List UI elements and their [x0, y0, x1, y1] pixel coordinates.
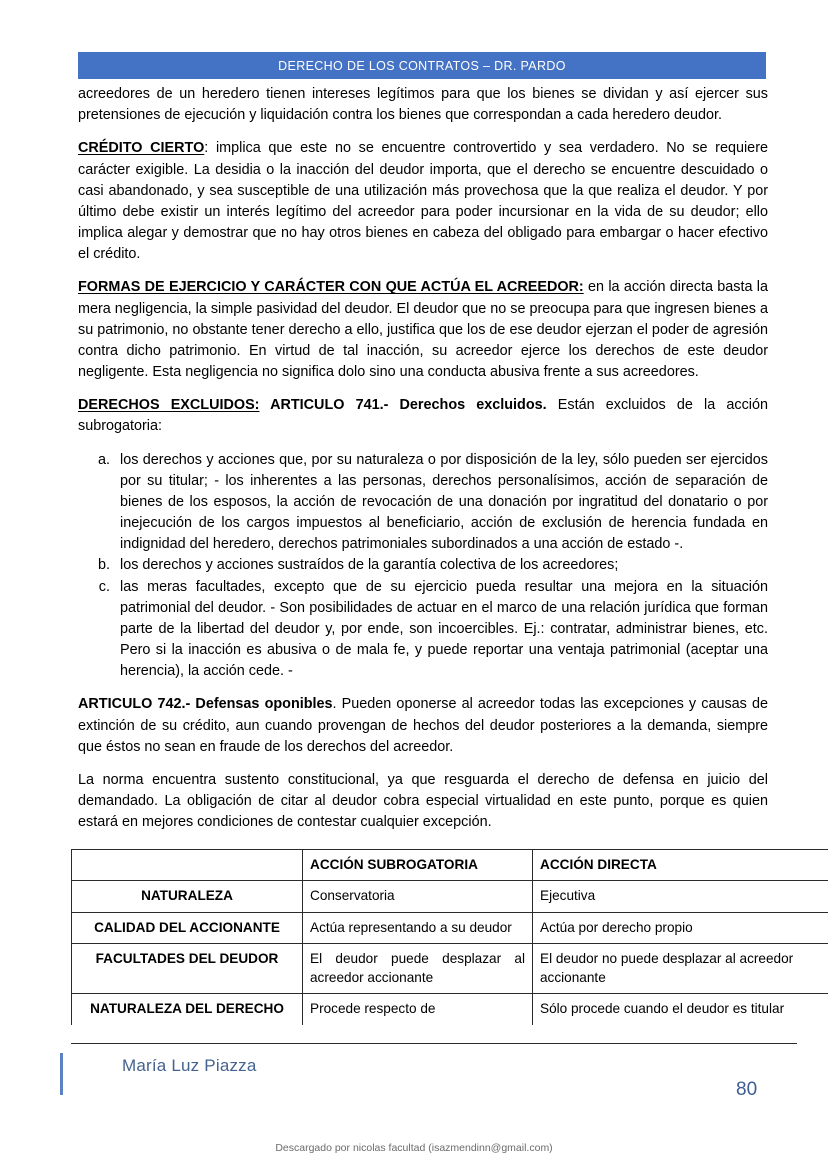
text-derechos-excluidos: Están excluidos de la acción subrogatoria: [78, 397, 769, 435]
download-watermark: Descargado por nicolas facultad (isazmendinn@gmail.com) [275, 1142, 553, 1154]
article-741-label: ARTICULO 741.- Derechos excluidos. [259, 397, 547, 414]
row-label-naturaleza-derecho: NATURALEZA DEL DERECHO [72, 994, 303, 1025]
excluded-rights-list [78, 450, 768, 683]
footer-accent-bar [60, 1053, 63, 1095]
paragraph-derechos-excluidos [78, 395, 768, 437]
table-bottom-edge [71, 1043, 797, 1044]
cell-facultades-directa: El deudor no puede desplazar al acreedor accionante [533, 943, 828, 994]
table-corner-cell [72, 850, 303, 881]
page-number: 80 [736, 1079, 758, 1100]
cell-facultades-subrogatoria: El deudor puede desplazar al acreedor accionante [303, 943, 533, 994]
table-row [72, 994, 828, 1025]
cell-naturaleza-subrogatoria: Conservatoria [303, 881, 533, 912]
table-row [72, 881, 828, 912]
list-item: b. los derechos y acciones sustraídos de la garantía colectiva de los acreedores; [114, 555, 768, 576]
list-item: c. las meras facultades, excepto que de su ejercicio pueda resultar una mejora en la situación patrimonial del deudor. - Son posibilidades de actuar en el marco de una relación jurídica que forman parte de la libertad del deudor y, por ende, son incoercibles. Ej.: contratar, administrar bienes, etc. Pero si la inacción es abusiva o de mala fe, y puede reportar una ventaja patrimonial (aceptar una herencia), la acción cede. - [114, 577, 768, 683]
paragraph-formas-ejercicio [78, 277, 768, 383]
table-header-row [72, 850, 828, 881]
paragraph-continued: acreedores de un heredero tienen intereses legítimos para que los bienes se dividan y así ejercer sus pretensiones de ejecución y liquidación contra los bienes que correspondan a cada heredero deudor. [78, 86, 768, 124]
table-header-directa: ACCIÓN DIRECTA [533, 850, 828, 881]
heading-credito-cierto: CRÉDITO CIERTO [78, 140, 205, 157]
cell-naturaleza-derecho-directa: Sólo procede cuando el deudor es titular [533, 994, 828, 1025]
table-row [72, 912, 828, 943]
heading-articulo-742: ARTICULO 742.- Defensas oponibles [78, 696, 333, 713]
paragraph-articulo-742 [78, 694, 768, 758]
header-title: DERECHO DE LOS CONTRATOS – DR. PARDO [278, 58, 566, 73]
document-body [78, 84, 768, 846]
heading-derechos-excluidos: DERECHOS EXCLUIDOS: [78, 397, 260, 414]
text-formas-ejercicio: en la acción directa basta la mera negligencia, la simple pasividad del deudor. El deudor que no se preocupa para que ingresen bienes a su patrimonio, no obstante tener derecho a ello, justifica que los de ese deudor ejerzan el poder de agresión contra dicho patrimonio. En virtud de tal inacción, su acreedor ejerce los derechos de este deudor negligente. Esta negligencia no significa dolo sino una conducta abusiva frente a sus acreedores. [78, 279, 768, 381]
list-item: a. los derechos y acciones que, por su naturaleza o por disposición de la ley, sólo pueden ser ejercidos por su titular; - los inherentes a las personas, derechos personalísimos, acción de separación de bienes de los esposos, la acción de revocación de una donación por ingratitud del donatario o por inejecución de los cargos impuestos al beneficiario, acción de exclusión de herencia fundada en indignidad del heredero, derechos patrimoniales subordinados a una acción de estado -. [114, 450, 768, 556]
row-label-naturaleza: NATURALEZA [72, 881, 303, 912]
page-header-banner [78, 52, 766, 79]
footer-author: María Luz Piazza [122, 1056, 257, 1075]
cell-calidad-subrogatoria: Actúa representando a su deudor [303, 912, 533, 943]
row-label-facultades-deudor: FACULTADES DEL DEUDOR [72, 943, 303, 994]
heading-formas-ejercicio: FORMAS DE EJERCICIO Y CARÁCTER CON QUE ACTÚA EL ACREEDOR: [78, 279, 584, 296]
cell-calidad-directa: Actúa por derecho propio [533, 912, 828, 943]
paragraph-credito-cierto [78, 138, 768, 265]
comparison-table [71, 849, 828, 1025]
text-credito-cierto: : implica que este no se encuentre controvertido y sea verdadero. No se requiere carácter exigible. La desidia o la inacción del deudor importa, que el derecho se encuentre descuidado o casi abandonado, y sea susceptible de una utilización más provechosa que la que realiza el deudor. Y por último debe existir un interés legítimo del acreedor para poder incursionar en la vida de su deudor; ello implica alegar y demostrar que no hay otros bienes en cabeza del obligado para embargar o hacer efectivo el crédito. [78, 140, 768, 263]
paragraph-norma-sustento: La norma encuentra sustento constitucional, ya que resguarda el derecho de defensa en juicio del demandado. La obligación de citar al deudor cobra especial virtualidad en este punto, porque es quien estará en mejores condiciones de contestar cualquier excepción. [78, 771, 768, 831]
table-header-subrogatoria: ACCIÓN SUBROGATORIA [303, 850, 533, 881]
cell-naturaleza-derecho-subrogatoria: Procede respecto de [303, 994, 533, 1025]
table-row [72, 943, 828, 994]
row-label-calidad-accionante: CALIDAD DEL ACCIONANTE [72, 912, 303, 943]
cell-naturaleza-directa: Ejecutiva [533, 881, 828, 912]
text-articulo-742: . Pueden oponerse al acreedor todas las excepciones y causas de extinción de su crédito, aun cuando provengan de hechos del deudor posteriores a la demanda, siempre que éstos no sean en fraude de los derechos del acreedor. [78, 696, 768, 755]
